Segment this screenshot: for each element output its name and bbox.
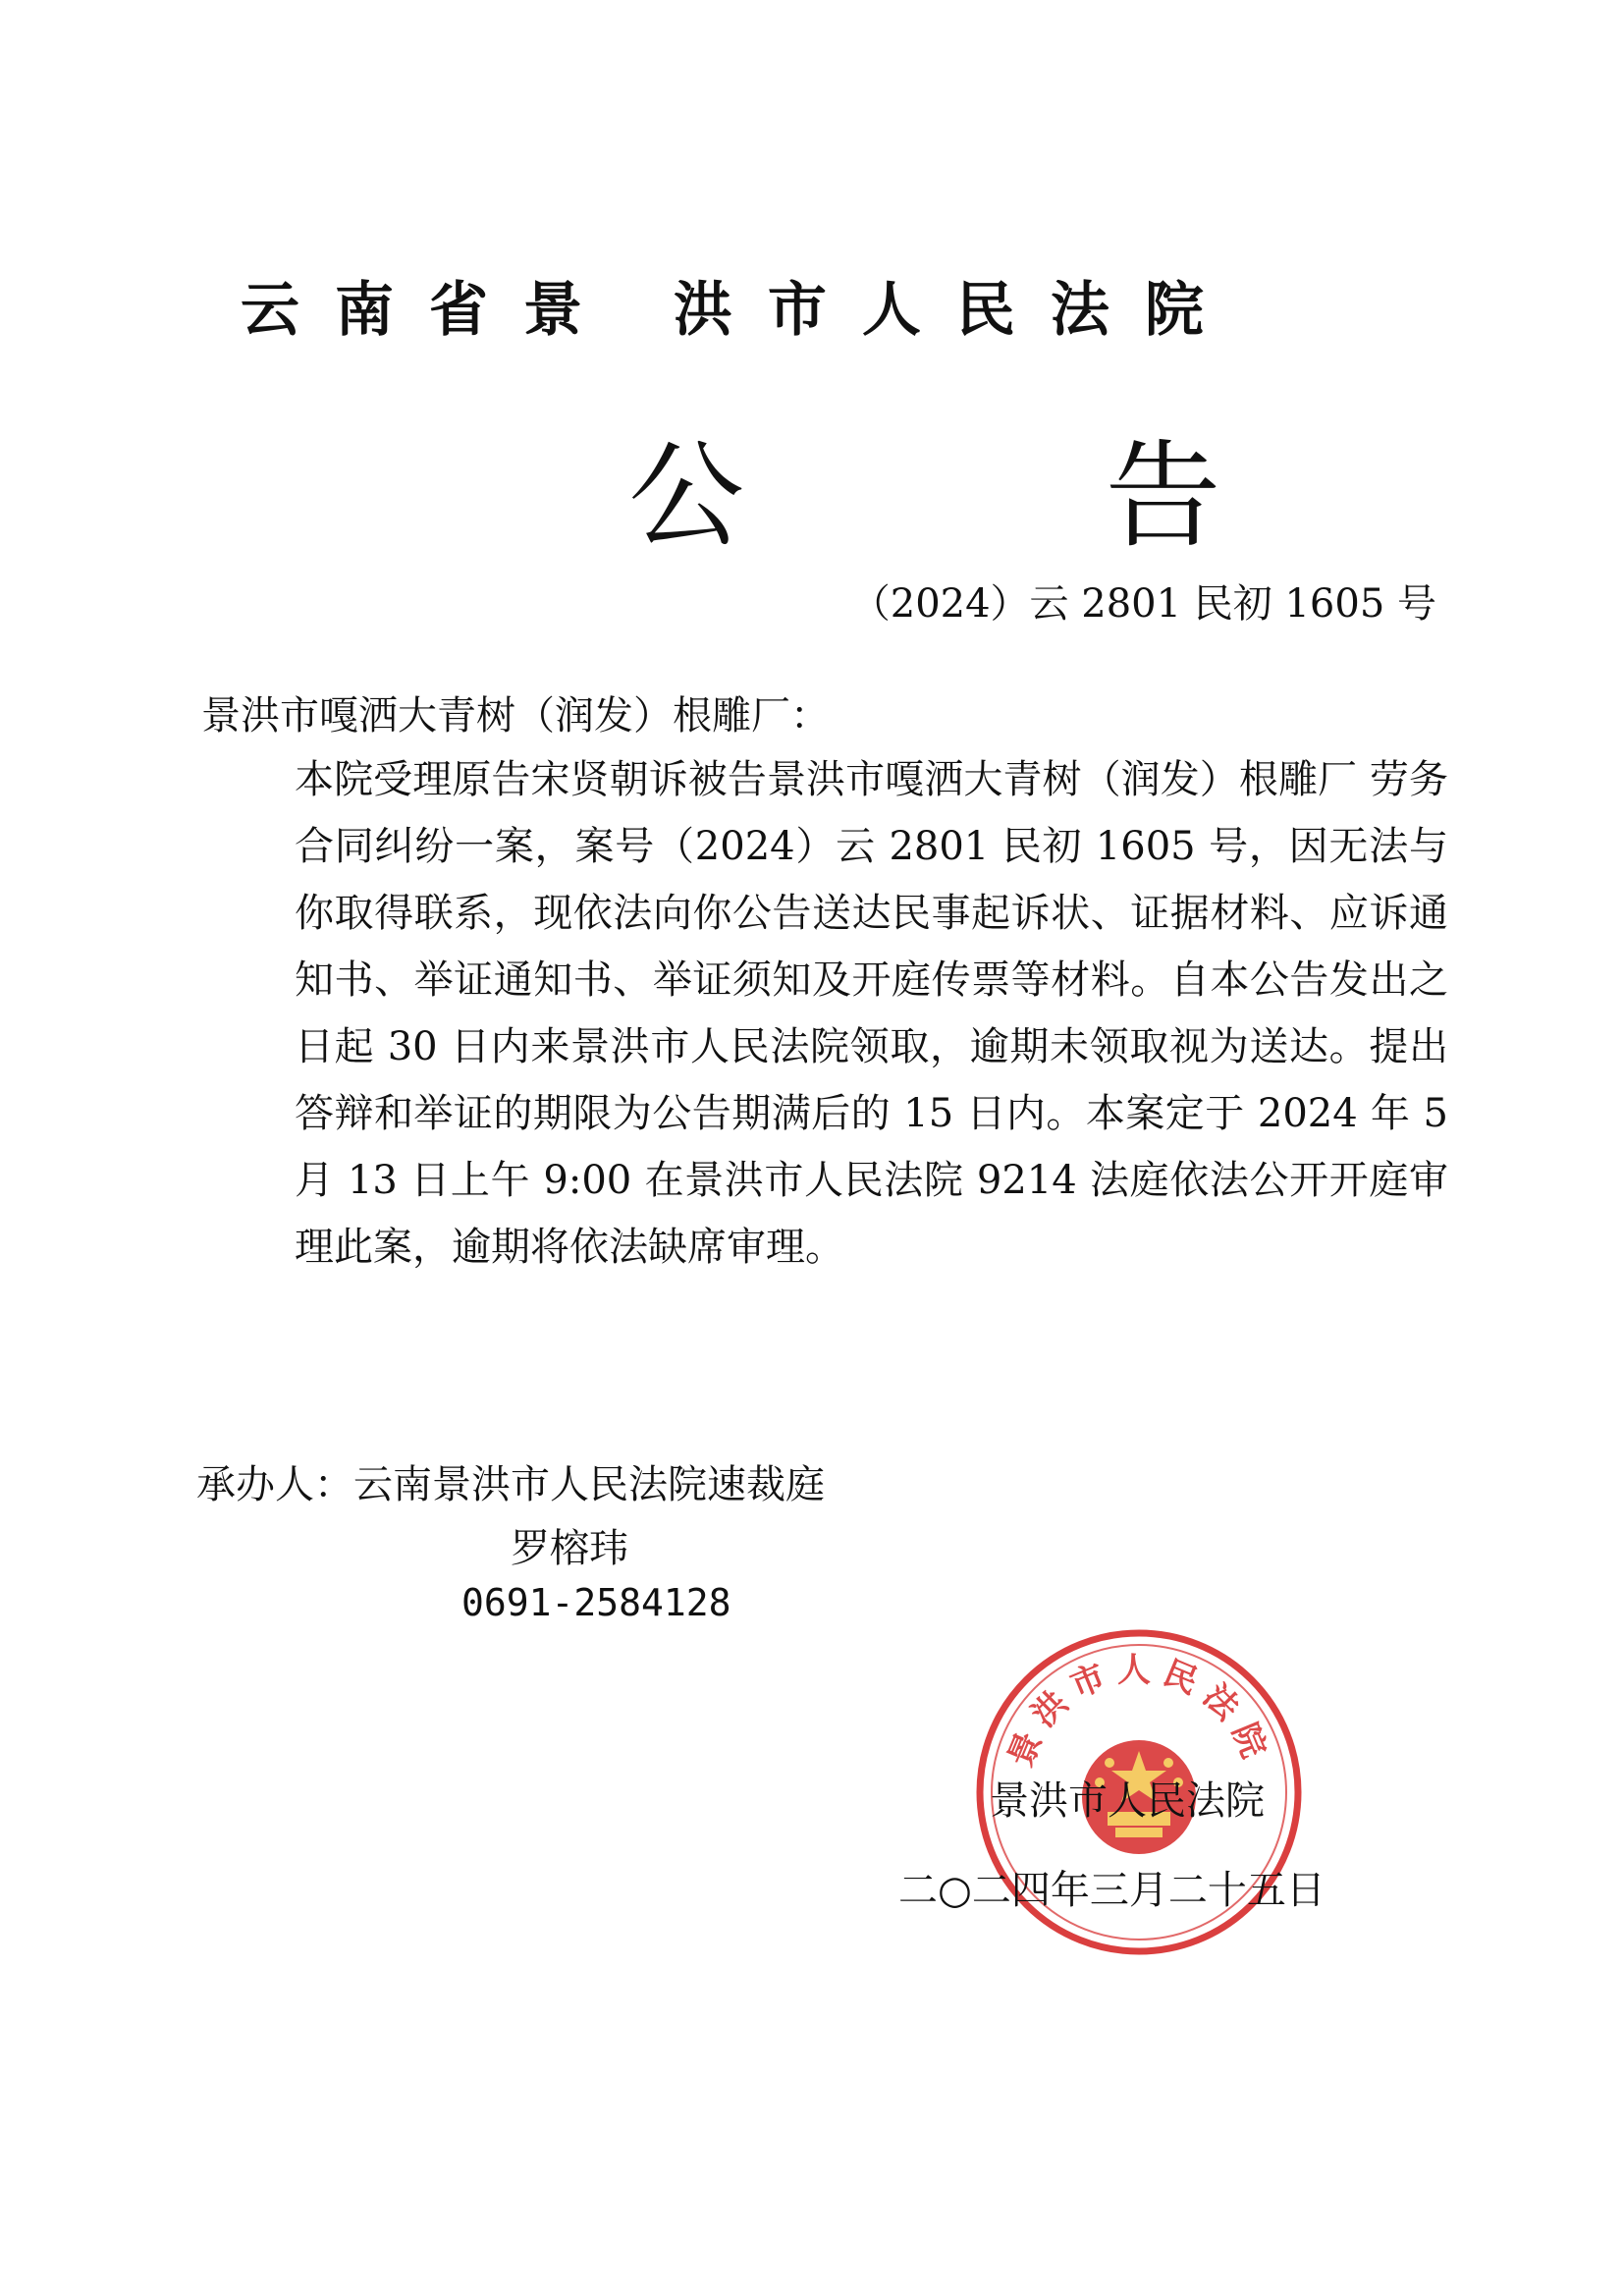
- addressee: 景洪市嘎洒大青树（润发）根雕厂：: [201, 693, 830, 738]
- handler-name: 罗榕玮: [511, 1526, 628, 1571]
- handler-line: 承办人：云南景洪市人民法院速裁庭: [196, 1462, 825, 1507]
- seal-text: 景洪市人民法院: [1001, 1650, 1277, 1773]
- notice-title: 公 告: [628, 428, 1383, 564]
- notice-body: 本院受理原告宋贤朝诉被告景洪市嘎洒大青树（润发）根雕厂 劳务合同纠纷一案，案号（2024）云 2801 民初 1605 号，因无法与你取得联系，现依法向你公告送达民事起诉状、证据材料、应诉通知书、举证通知书、举证须知及开庭传票等材料。自本公告发出之日起 30 日内来景洪市人民法院领取，逾期未领取视为送达。提出答辩和举证的期限为公告期满后的 15 日内。本案定于 2024 年 5 月 13 日上午 9:00 在景洪市人民法院 9214 法庭依法公开开庭审理此案，逾期将依法缺席审理。: [295, 757, 1448, 1270]
- case-number: （2024）云 2801 民初 1605 号: [850, 581, 1436, 627]
- issue-date: 二○二四年三月二十五日: [898, 1868, 1325, 1913]
- handler-phone: 0691-2584128: [461, 1581, 731, 1624]
- issuer-name: 景洪市人民法院: [990, 1778, 1265, 1824]
- court-name: 云南省景 洪市人民法院: [241, 276, 1239, 345]
